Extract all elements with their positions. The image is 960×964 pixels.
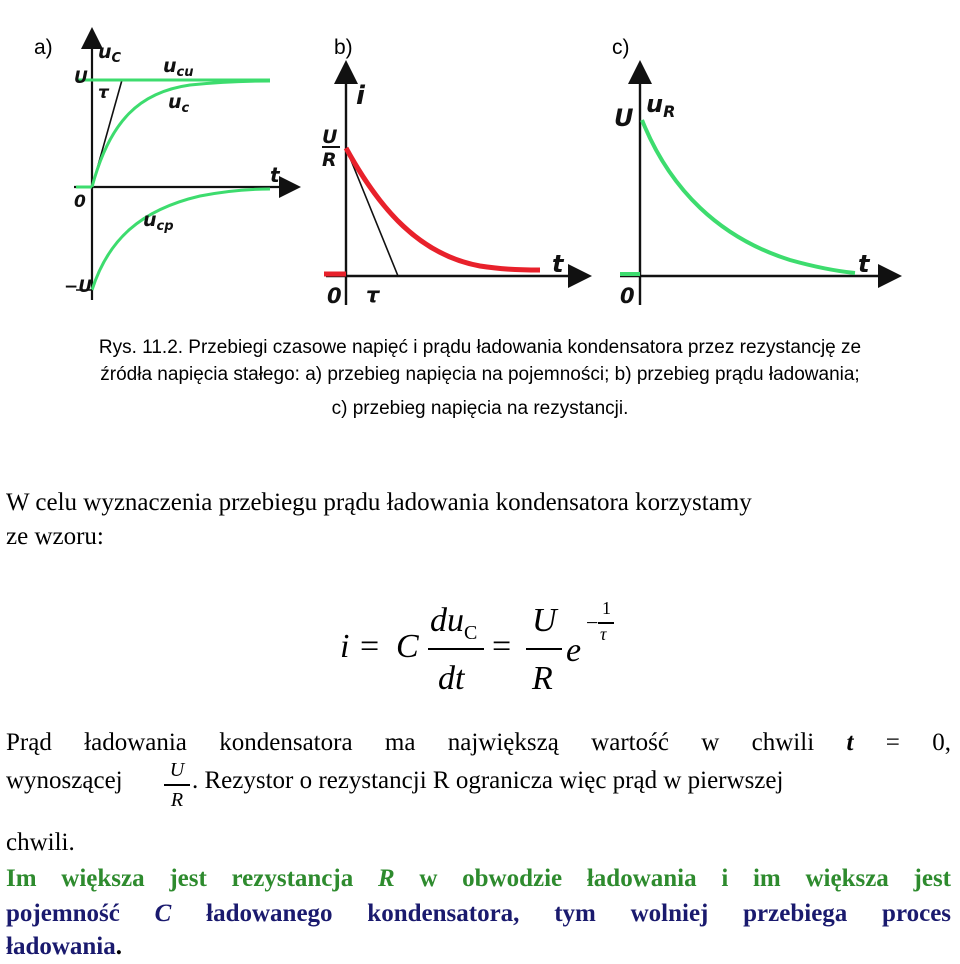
panel-c-zero: 0 <box>620 284 635 308</box>
intro-line-2: ze wzoru: <box>6 523 104 550</box>
formula-den1: dt <box>438 660 465 697</box>
figure-caption-line-2: źródła napięcia stałego: a) przebieg napięcia na pojemności; b) przebieg prądu ładowania; <box>100 364 860 385</box>
panel-a-bottom-value: −U <box>64 277 93 297</box>
emphasis-line-3-dot: . <box>115 933 123 960</box>
panel-c-top-value: U <box>614 104 634 132</box>
emphasis-line-2-b: ładowanego kondensatora, tym wolniej przebiega proces <box>206 900 952 927</box>
formula-exp-num: 1 <box>602 598 611 618</box>
formula-num2: U <box>532 602 557 639</box>
paragraph-line-1 <box>6 726 951 760</box>
formula-exp-den: τ <box>600 624 607 644</box>
paragraph-frac-den: R <box>170 788 184 811</box>
panel-b-frac-num: U <box>322 126 338 148</box>
emphasis-line-1 <box>6 862 951 896</box>
panel-a-top-value: U <box>74 68 88 88</box>
formula-den2: R <box>532 660 553 697</box>
panel-c-y-label: $u_R$ <box>646 90 676 121</box>
figure-caption-line-3: c) przebieg napięcia na rezystancji. <box>331 398 629 419</box>
formula-num1: $du_C$ <box>430 602 478 644</box>
panel-a-ucp-label: $u_{cp}$ <box>143 209 174 234</box>
panel-c-t-label: t <box>858 250 870 278</box>
emphasis-line-2-a: pojemność <box>6 900 120 927</box>
panel-a-chart <box>64 38 290 300</box>
panel-c-chart <box>614 72 890 308</box>
emphasis-line-3-a: ładowania <box>6 933 116 960</box>
panel-a-zero: 0 <box>74 192 86 212</box>
emphasis-r-symbol: R <box>377 865 395 892</box>
panel-label-c: c) <box>612 36 630 59</box>
waveform-figure <box>0 0 960 320</box>
panel-a-y-label: $u_C$ <box>98 41 122 66</box>
panel-a-t-label: t <box>270 163 280 187</box>
panel-a-curve-ucp <box>92 189 270 290</box>
emphasis-line-3 <box>6 930 951 964</box>
panel-c-curve-ur <box>642 120 855 273</box>
formula-lhs: i <box>340 628 350 665</box>
panel-b-tau: τ <box>366 283 380 307</box>
intro-line-1: W celu wyznaczenia przebiegu prądu ładowania kondensatora korzystamy <box>6 489 752 516</box>
paragraph-t-symbol: t <box>846 729 854 756</box>
panel-b-t-label: t <box>552 250 564 278</box>
panel-b-y-label: i <box>356 81 365 111</box>
panel-a-ucu-label: $u_{cu}$ <box>163 55 194 80</box>
formula-exp-base: e <box>566 632 582 669</box>
panel-b-frac-den: R <box>322 149 337 171</box>
formula-exp-sign: − <box>586 610 599 635</box>
emphasis-line-2 <box>6 897 951 931</box>
formula-bar1 <box>428 648 484 650</box>
emphasis-line-1-b: w obwodzie ładowania i im większa jest <box>419 865 951 892</box>
panel-label-a: a) <box>34 36 53 59</box>
panel-a-uc-label: $u_c$ <box>168 91 190 116</box>
paragraph-line-3: chwili. <box>6 829 75 856</box>
figure-caption-line-1: Rys. 11.2. Przebiegi czasowe napięć i prądu ładowania kondensatora przez rezystancję ze <box>98 337 862 358</box>
panel-b-chart <box>322 72 580 308</box>
charging-current-formula <box>340 598 640 708</box>
panel-a-tau: τ <box>98 83 109 103</box>
panel-label-b: b) <box>334 36 353 59</box>
formula-eq1: = <box>360 628 380 665</box>
paragraph-line-2-lead: wynoszącej <box>6 767 123 794</box>
emphasis-line-1-a: Im większa jest rezystancja <box>6 865 354 892</box>
panel-b-zero: 0 <box>327 284 342 308</box>
paragraph-line-2-rest: . Rezystor o rezystancji R ogranicza więc prąd w pierwszej <box>192 767 784 794</box>
paragraph-line-1-text: Prąd ładowania kondensatora ma największą wartość w chwili <box>6 729 815 756</box>
formula-capacitance: C <box>396 628 419 665</box>
paragraph-frac-num: U <box>169 759 185 781</box>
emphasis-c-symbol: C <box>154 900 172 927</box>
paragraph-fraction <box>164 758 190 818</box>
formula-bar2 <box>526 648 562 650</box>
paragraph-frac-bar <box>164 784 190 786</box>
panel-b-curve-i <box>346 148 540 270</box>
formula-eq2: = <box>492 628 512 665</box>
paragraph-t-value: = 0, <box>885 729 951 756</box>
